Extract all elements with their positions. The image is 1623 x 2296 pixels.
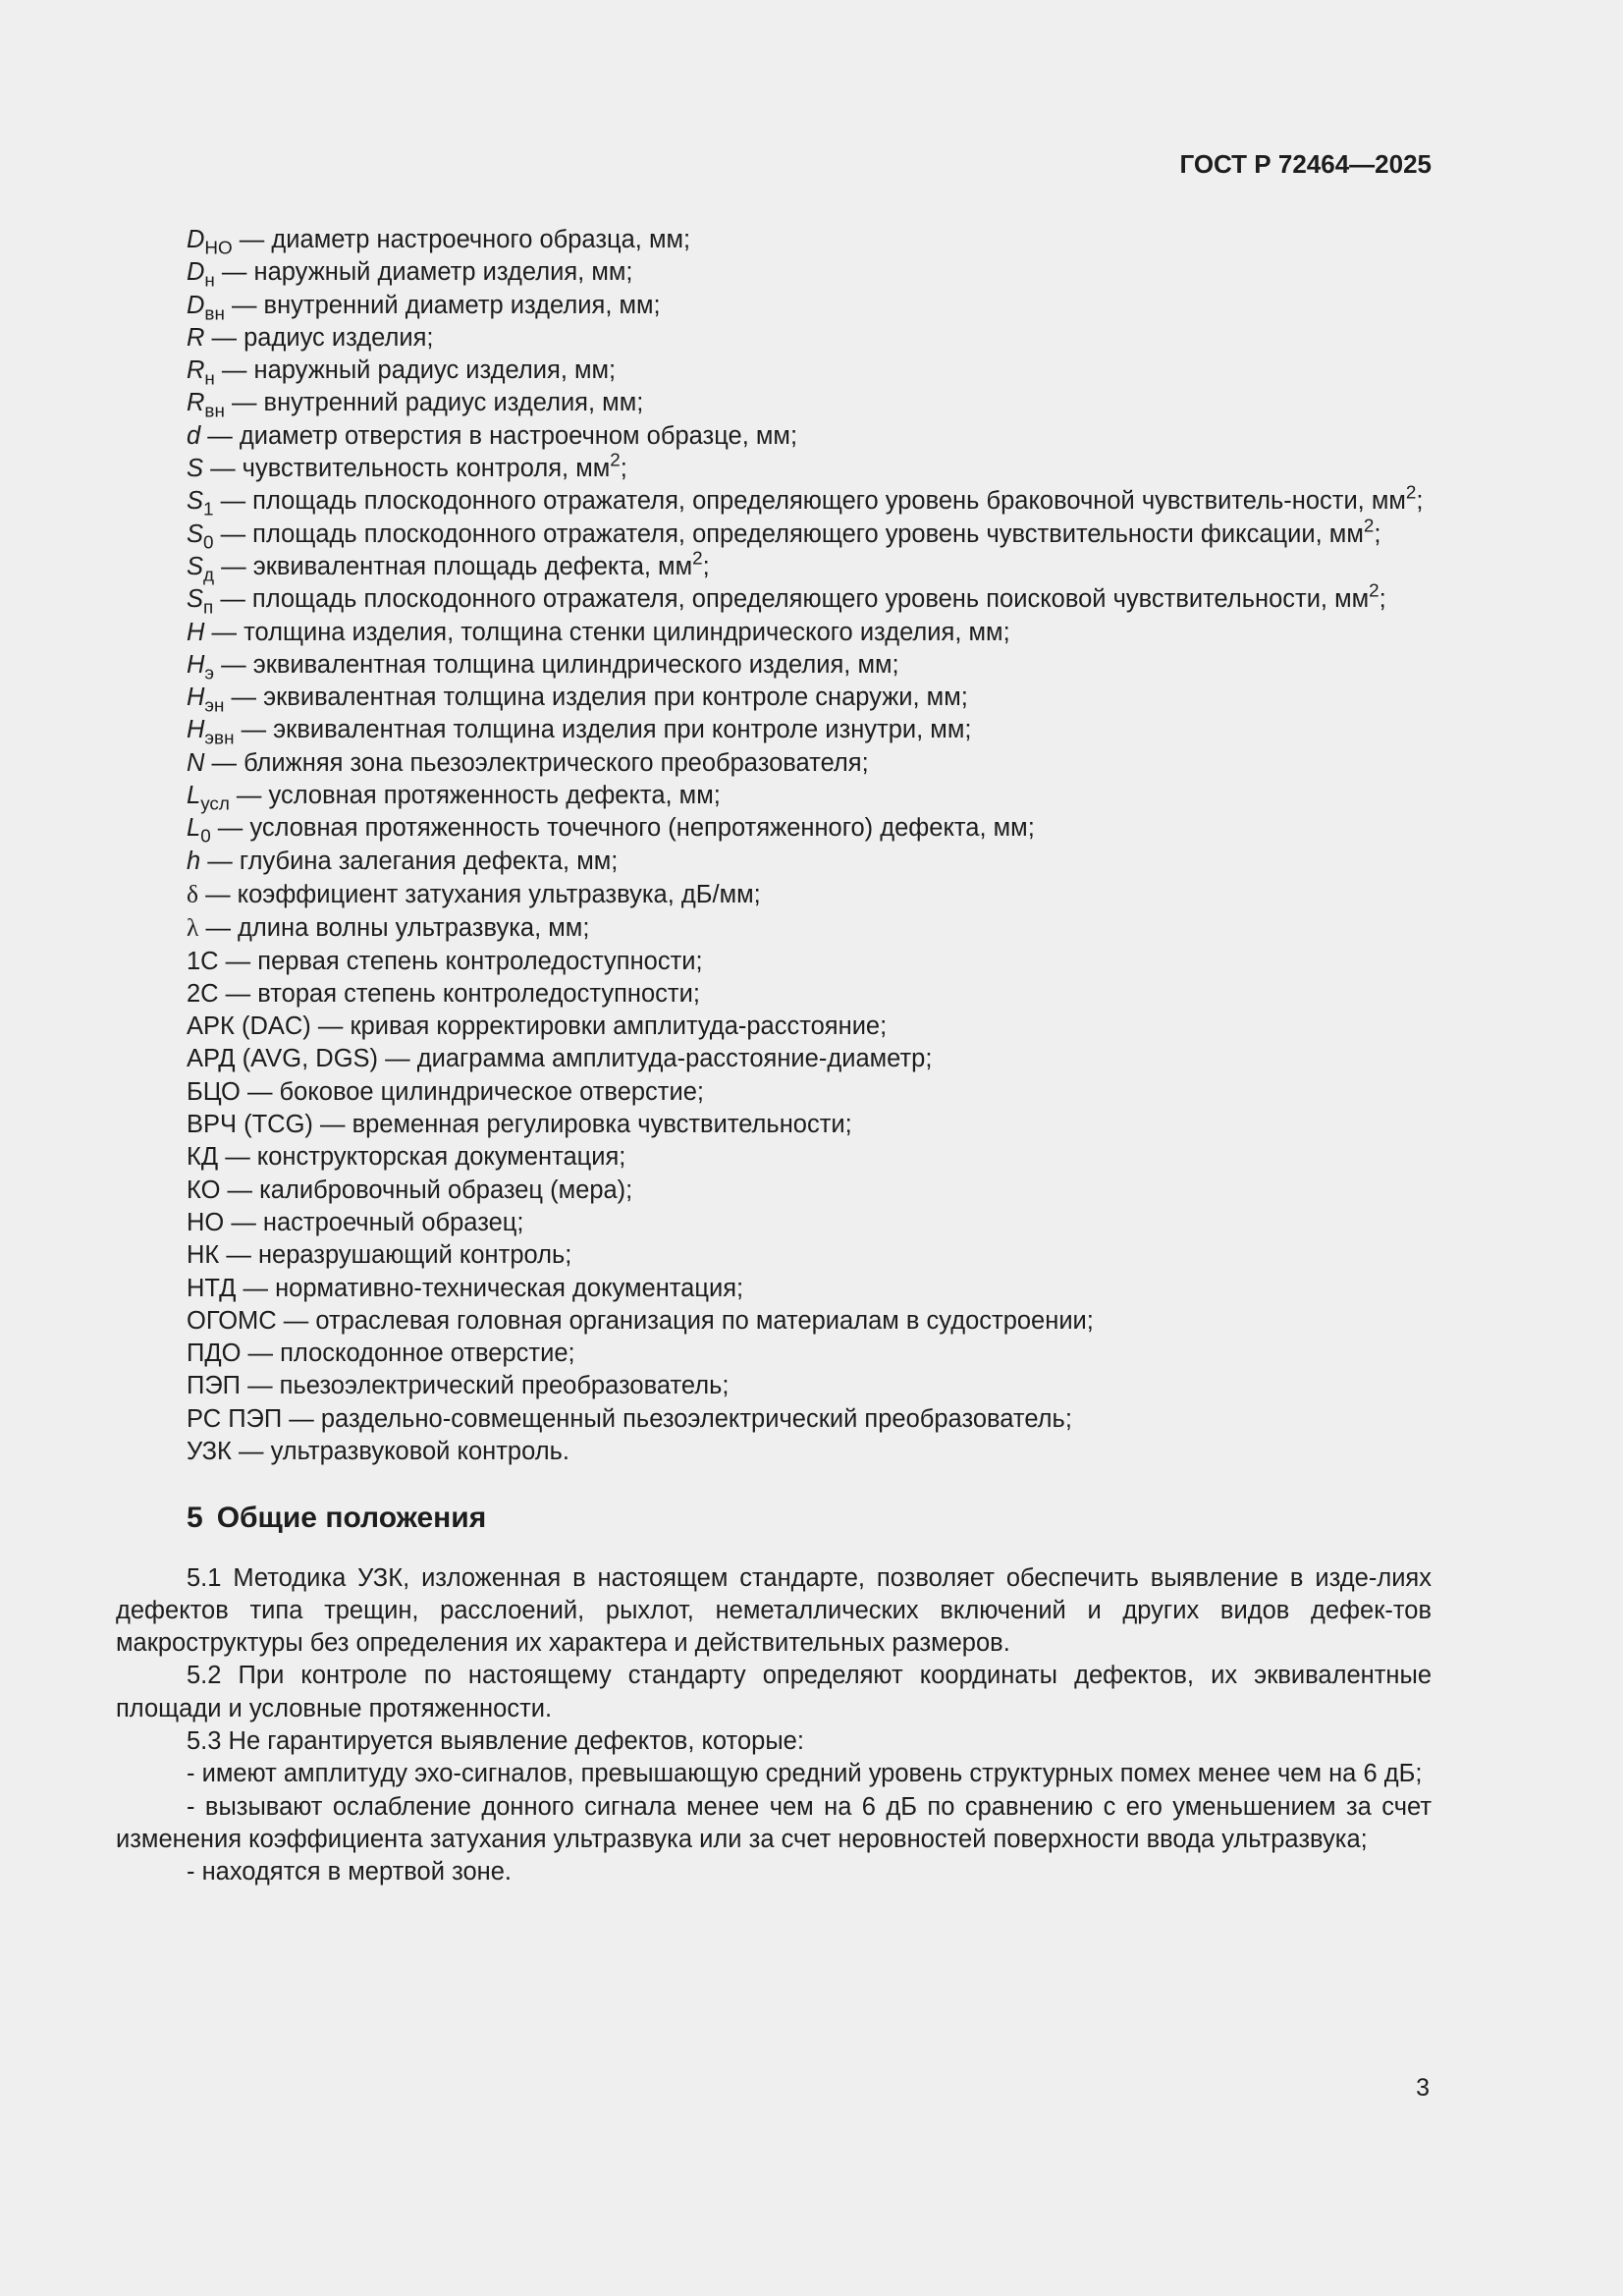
definition-subscript: н	[204, 367, 215, 389]
definition-tail: ;	[1374, 519, 1381, 548]
definition-text: — глубина залегания дефекта, мм;	[200, 847, 619, 875]
definition-symbol: d	[187, 421, 201, 450]
section-paragraphs	[116, 1562, 1432, 1889]
definition-symbol: L	[187, 782, 201, 810]
definition-item	[116, 579, 1432, 618]
paragraph: - находятся в мертвой зоне.	[187, 1858, 513, 1886]
definition-item	[116, 1273, 1432, 1305]
definition-text: — толщина изделия, толщина стенки цилиндрического изделия, мм;	[204, 618, 1010, 646]
section-number: 5	[187, 1502, 203, 1535]
definition-text: КО — калибровочный образец (мера);	[187, 1175, 633, 1204]
definition-item	[116, 1109, 1432, 1141]
definition-item	[116, 714, 1432, 749]
definition-item	[116, 1076, 1432, 1109]
definition-superscript: 2	[1405, 482, 1417, 503]
definition-item	[116, 1011, 1432, 1043]
definition-subscript: э	[204, 662, 215, 683]
definition-subscript: эн	[204, 694, 225, 716]
definition-text: БЦО — боковое цилиндрическое отверстие;	[187, 1077, 704, 1106]
definition-item	[116, 420, 1432, 453]
definition-symbol: L	[187, 814, 201, 843]
definition-text: ВРЧ (TCG) — временная регулировка чувствительности;	[187, 1111, 852, 1139]
document-code: ГОСТ Р 72464—2025	[1179, 149, 1432, 179]
definition-item	[116, 290, 1432, 322]
definition-subscript: н	[204, 269, 215, 291]
definition-item	[116, 1436, 1432, 1468]
definition-tail: ;	[702, 552, 710, 580]
definition-symbol: δ	[187, 879, 199, 908]
definition-text: КД — конструкторская документация;	[187, 1143, 626, 1172]
definition-symbol: S	[187, 552, 204, 580]
definition-item	[116, 515, 1432, 553]
definition-item	[116, 1403, 1432, 1436]
definition-text: РС ПЭП — раздельно-совмещенный пьезоэлектрический преобразователь;	[187, 1404, 1072, 1433]
definition-item	[116, 355, 1432, 387]
definition-subscript: вн	[204, 401, 225, 422]
definition-symbol: D	[187, 291, 205, 319]
definition-text: НО — настроечный образец;	[187, 1208, 524, 1236]
definition-item	[116, 322, 1432, 355]
definition-item	[116, 846, 1432, 878]
definition-superscript: 2	[692, 547, 703, 569]
definition-subscript: усл	[200, 793, 230, 814]
definition-text: — эквивалентная толщина цилиндрического изделия, мм;	[214, 650, 899, 679]
definition-symbol: R	[187, 323, 205, 352]
definition-subscript: вн	[204, 302, 225, 324]
definition-item	[116, 780, 1432, 812]
section-heading	[116, 1502, 1432, 1534]
definition-item	[116, 482, 1432, 519]
definition-item	[116, 547, 1432, 585]
definition-text: — площадь плоскодонного отражателя, определяющего уровень браковочной чувствитель-ности, мм	[213, 487, 1406, 516]
definition-item	[116, 747, 1432, 780]
definition-text: ОГОМС — отраслевая головная организация по материалам в судостроении;	[187, 1306, 1094, 1335]
definition-item	[116, 1370, 1432, 1402]
definition-text: — площадь плоскодонного отражателя, определяющего уровень чувствительности фиксации, мм	[213, 519, 1364, 548]
definition-item	[116, 978, 1432, 1011]
definition-symbol: λ	[187, 913, 199, 943]
page-number: 3	[1416, 2074, 1430, 2102]
definition-symbol: R	[187, 356, 205, 385]
definition-text: — эквивалентная толщина изделия при контроле снаружи, мм;	[224, 683, 968, 712]
definition-item	[116, 449, 1432, 485]
definition-symbol: H	[187, 650, 205, 679]
definition-item	[116, 946, 1432, 978]
definition-item	[116, 1043, 1432, 1075]
definition-item	[116, 1175, 1432, 1207]
definition-subscript: эвн	[204, 728, 235, 749]
definition-subscript: п	[203, 596, 214, 618]
definition-item	[116, 1239, 1432, 1272]
definition-text: АРК (DAC) — кривая корректировки амплитуда-расстояние;	[187, 1012, 888, 1041]
definition-text: — площадь плоскодонного отражателя, определяющего уровень поисковой чувствительности, мм	[213, 585, 1370, 614]
definition-text: — внутренний диаметр изделия, мм;	[224, 291, 661, 319]
definition-tail: ;	[1379, 585, 1386, 614]
definition-text: — коэффициент затухания ультразвука, дБ/мм;	[198, 880, 761, 908]
definition-text: — наружный диаметр изделия, мм;	[214, 258, 633, 287]
definition-text: — условная протяженность дефекта, мм;	[229, 782, 721, 810]
definition-symbol: H	[187, 618, 205, 646]
paragraph: - имеют амплитуду эхо-сигналов, превышающую средний уровень структурных помех менее чем на 6 дБ;	[187, 1760, 1423, 1788]
definition-symbol: N	[187, 748, 205, 777]
definition-text: — внутренний радиус изделия, мм;	[224, 389, 644, 417]
definition-text: — условная протяженность точечного (непротяженного) дефекта, мм;	[210, 814, 1035, 843]
paragraph: - вызывают ослабление донного сигнала менее чем на 6 дБ по сравнению с его уменьшением за счет изменения коэффициента затухания ультразвука или за счет неровностей поверхности ввода ультразвука;	[116, 1792, 1432, 1853]
definition-text: АРД (AVG, DGS) — диаграмма амплитуда-расстояние-диаметр;	[187, 1045, 933, 1073]
definition-item	[116, 387, 1432, 422]
definition-item	[116, 682, 1432, 714]
definition-text: ПЭП — пьезоэлектрический преобразователь;	[187, 1372, 730, 1400]
definition-text: — эквивалентная толщина изделия при контроле изнутри, мм;	[234, 716, 972, 744]
definition-text: УЗК — ультразвуковой контроль.	[187, 1437, 569, 1465]
section-title: Общие положения	[216, 1502, 487, 1535]
definition-symbol: H	[187, 716, 205, 744]
definition-item	[116, 617, 1432, 649]
definition-text: — длина волны ультразвука, мм;	[198, 914, 590, 943]
definition-symbol: h	[187, 847, 201, 875]
definition-symbol: S	[187, 585, 204, 614]
definition-text: ПДО — плоскодонное отверстие;	[187, 1339, 575, 1368]
definition-text: — радиус изделия;	[204, 323, 434, 352]
definition-superscript: 2	[1363, 515, 1375, 536]
definition-item	[116, 1207, 1432, 1239]
definition-subscript: 0	[200, 825, 211, 847]
definition-item	[116, 911, 1432, 945]
definition-superscript: 2	[610, 449, 621, 470]
definition-superscript: 2	[1369, 579, 1380, 601]
definition-text: — эквивалентная площадь дефекта, мм	[214, 552, 693, 580]
definition-subscript: 1	[203, 498, 214, 519]
definition-symbol: D	[187, 258, 205, 287]
definition-item	[116, 1305, 1432, 1338]
paragraph: 5.1 Методика УЗК, изложенная в настоящем стандарте, позволяет обеспечить выявление в изде-лиях дефектов типа трещин, расслоений, рыхлот, неметаллических включений и других видов дефек-тов макроструктуры без определения их характера и действительных размеров.	[116, 1563, 1432, 1658]
definition-symbol: S	[187, 487, 204, 516]
definition-text: — чувствительность контроля, мм	[203, 455, 611, 483]
definition-subscript: НО	[204, 237, 233, 258]
definition-item	[116, 812, 1432, 845]
definition-text: НК — неразрушающий контроль;	[187, 1241, 572, 1270]
definition-item	[116, 1338, 1432, 1370]
definition-symbol: H	[187, 683, 205, 712]
definition-item	[116, 649, 1432, 682]
definition-text: — ближняя зона пьезоэлектрического преобразователя;	[204, 748, 869, 777]
paragraph: 5.3 Не гарантируется выявление дефектов, которые:	[187, 1727, 804, 1756]
definition-symbol: R	[187, 389, 205, 417]
paragraph: 5.2 При контроле по настоящему стандарту определяют координаты дефектов, их эквивалентные площади и условные протяженности.	[116, 1662, 1432, 1722]
definition-symbol: D	[187, 226, 205, 253]
definition-text: — наружный радиус изделия, мм;	[214, 356, 617, 385]
definitions-list	[116, 224, 1432, 1468]
definition-symbol: S	[187, 455, 204, 483]
definition-tail: ;	[1416, 487, 1424, 516]
definition-text: 1С — первая степень контроледоступности;	[187, 947, 703, 975]
definition-text: — диаметр отверстия в настроечном образце, мм;	[200, 421, 798, 450]
definition-subscript: д	[203, 564, 215, 585]
definition-text: 2С — вторая степень контроледоступности;	[187, 979, 700, 1008]
page-content	[116, 224, 1432, 1889]
definition-symbol: S	[187, 519, 204, 548]
definition-item	[116, 1141, 1432, 1174]
definition-item	[116, 224, 1432, 256]
definition-item	[116, 878, 1432, 911]
definition-text: НТД — нормативно-техническая документация;	[187, 1274, 744, 1302]
definition-tail: ;	[620, 455, 627, 483]
definition-subscript: 0	[203, 531, 214, 553]
definition-text: — диаметр настроечного образца, мм;	[232, 226, 691, 253]
definition-item	[116, 256, 1432, 289]
